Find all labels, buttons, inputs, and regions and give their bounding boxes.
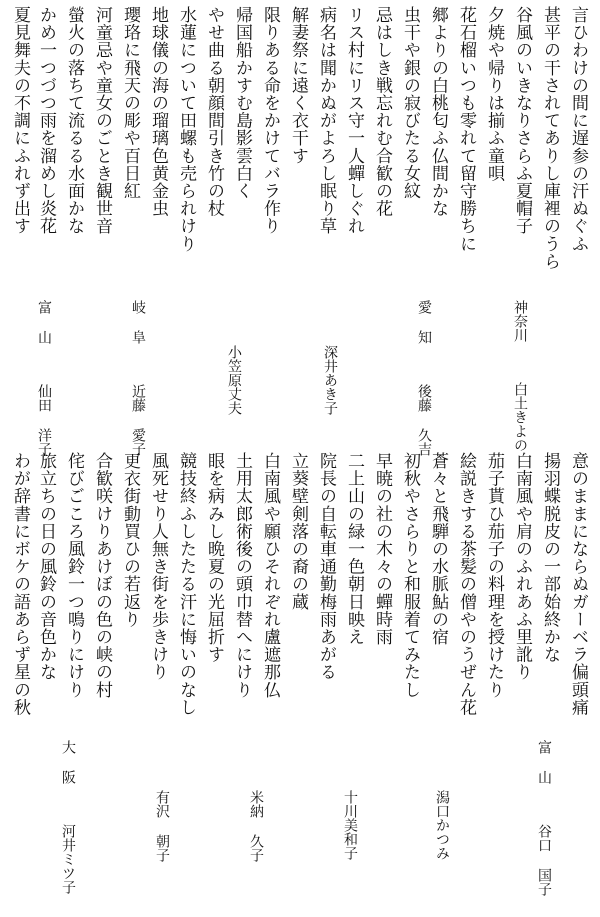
author-label [338,790,362,860]
poem-line: かめ一つづつ雨を溜めし炎花 [36,6,56,235]
poem-line: 白南風や願ひそれぞれ盧遮那仏 [260,452,280,699]
author-prefecture: 神奈川 [512,300,528,342]
poem-line: 限りある命をかけてバラ作り [260,6,280,235]
poem-line: 意のままにならぬガーベラ偏頭痛 [568,452,588,716]
poem-line: 絵説きする茶髪の僧やのうぜん花 [456,452,476,716]
author-label [222,345,246,415]
author-prefecture: 大 阪 [60,740,76,784]
poem-line: 土用太郎術後の頭巾替へにけり [232,452,252,699]
author-name: 十川美和子 [342,790,358,860]
author-label [56,740,80,894]
author-name: 後藤 久吉 [416,384,432,456]
poem-line: 郷よりの白桃匂ふ仏間かな [428,6,448,218]
poem-line: 帰国船かすむ島影雲白く [232,6,252,200]
poem-line: 花石榴いつも零れて留守勝ちに [456,6,476,253]
poem-line: 螢火の落ちて流るる水面かな [64,6,84,235]
poem-line: 旅立ちの日の風鈴の音色かな [36,452,56,681]
poem-line: 茄子貰ひ茄子の料理を授けたり [484,452,504,699]
poem-line: 水蓮について田螺も売られけり [176,6,196,253]
poem-line: リス村にリス守一人蟬しぐれ [344,6,364,235]
poem-line: 夏見舞夫の不調にふれず出す [10,6,30,235]
author-name: 仙田 洋子 [36,384,52,456]
author-label [244,790,268,862]
poem-line: 忌はしき戦忘れむ合歓の花 [372,6,392,218]
poem-line: 夕焼や帰りは揃ふ童唄 [484,6,504,182]
author-name: 小笠原丈夫 [226,345,242,415]
poem-line: 競技終ふしたたる汗に悔いのなし [176,452,196,716]
poem-line: やせ曲る朝顔間引き竹の杖 [204,6,224,218]
poem-line: 揚羽蝶脱皮の一部始終かな [540,452,560,664]
author-name: 深井あき子 [322,345,338,415]
poem-line: 白南風や肩のふれあふ里訛り [512,452,532,681]
poem-line: 合歓咲けりあけぼの色の峡の村 [92,452,112,699]
author-name: 米納 久子 [248,790,264,862]
poem-line: 甚平の干されてありし庫裡のうら [540,6,560,270]
poem-line: 虫干や銀の寂びたる女紋 [400,6,420,200]
poem-line: 解妻祭に遠く衣干す [288,6,308,165]
author-label [508,300,532,452]
poem-line: 更衣街動買ひの若返り [120,452,140,628]
author-name: 近藤 愛子 [130,384,146,456]
author-name: 谷口 国子 [536,824,552,896]
poem-line: 瓔珞に飛天の彫や百日紅 [120,6,140,200]
author-label [532,740,556,896]
poem-line: わが辞書にボケの語あらず星の秋 [10,452,30,716]
poem-line: 谷風のいきなりさらふ夏帽子 [512,6,532,235]
author-name: 白土きよの [512,382,528,452]
poem-line: 地球儀の海の瑠璃色黄金虫 [148,6,168,218]
poem-line: 風死せり人無き街を歩きけり [148,452,168,681]
author-prefecture: 愛 知 [416,300,432,344]
poem-line: 初秋やさらりと和服着てみたし [400,452,420,699]
poem-line: 蒼々と飛騨の水脈鮎の宿 [428,452,448,646]
author-label [32,300,56,456]
poem-line: 立葵壁剣落の裔の蔵 [288,452,308,611]
author-prefecture: 富 山 [36,300,52,344]
poem-line: 言ひわけの間に遅参の汗ぬぐふ [568,6,588,253]
poem-line: 院長の自転車通勤梅雨あがる [316,452,336,681]
poem-line: 侘びごころ風鈴一つ鳴りにけり [64,452,84,699]
poem-line: 二上山の緑一色朝日映え [344,452,364,646]
author-label [150,790,174,862]
author-label [318,345,342,415]
author-label [412,300,436,456]
poem-line: 河童忌や童女のごとき観世音 [92,6,112,235]
author-name: 有沢 朝子 [154,790,170,862]
author-label [430,790,454,860]
author-name: 潟口かつみ [434,790,450,860]
author-label [126,300,150,456]
poem-line: 病名は聞かぬがよろし眠り草 [316,6,336,235]
author-prefecture: 富 山 [536,740,552,784]
poem-line: 早暁の社の木々の蟬時雨 [372,452,392,646]
author-prefecture: 岐 阜 [130,300,146,344]
author-name: 河井ミツ子 [60,824,76,894]
poem-line: 眼を病みし晩夏の光屈折す [204,452,224,664]
